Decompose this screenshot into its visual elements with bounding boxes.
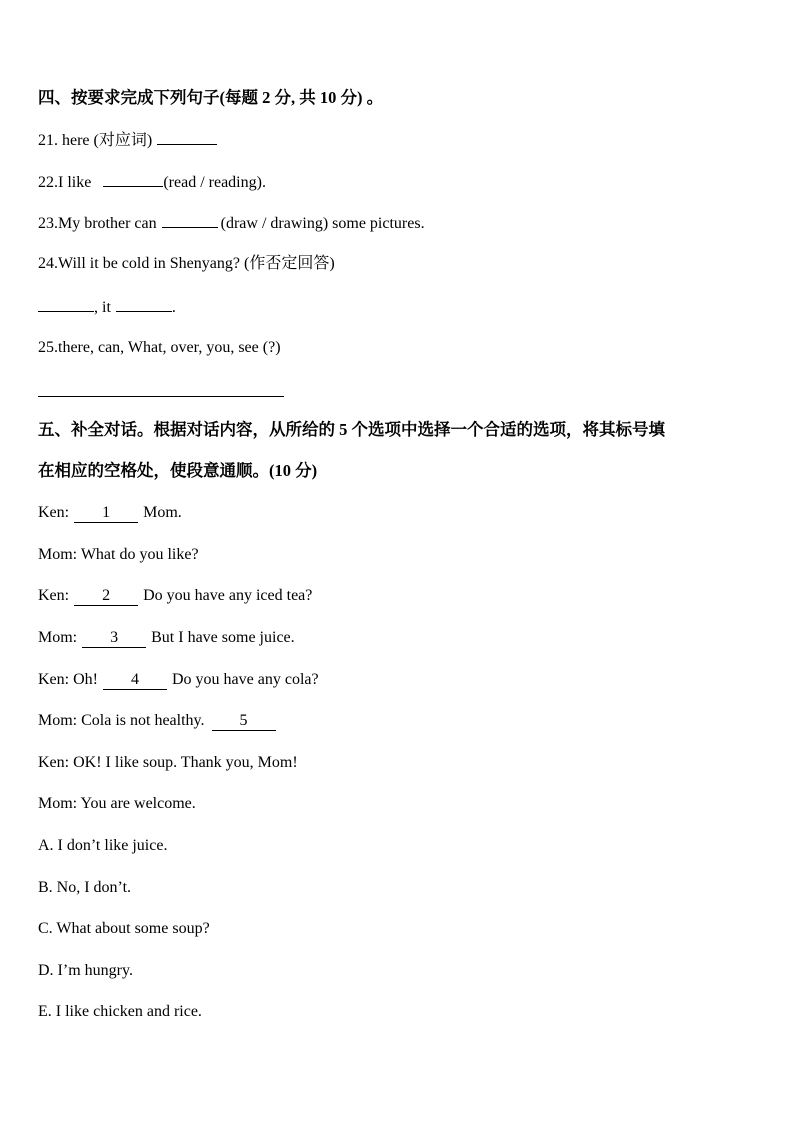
question-23 <box>38 212 425 234</box>
dialogue-text: But I have some juice. <box>151 629 295 646</box>
option-c: C. What about some soup? <box>38 920 210 937</box>
dialogue-line-3 <box>38 586 312 606</box>
question-24-end: . <box>171 299 176 316</box>
answer-line-25[interactable] <box>38 396 284 397</box>
option-a: A. I don’t like juice. <box>38 837 168 854</box>
answer-blank-21[interactable] <box>157 129 217 145</box>
question-21 <box>38 129 217 151</box>
section5-title-line1: 五、补全对话。根据对话内容，从所给的 5 个选项中选择一个合适的选项，将其标号填 <box>38 420 665 439</box>
dialogue-line-1 <box>38 503 182 523</box>
question-22 <box>38 171 266 193</box>
dialogue-speaker: Ken: <box>38 504 70 521</box>
dialogue-line-8: Mom: You are welcome. <box>38 795 196 812</box>
dialogue-blank-2[interactable]: 2 <box>74 587 138 606</box>
question-24-answer <box>38 296 176 318</box>
dialogue-speaker: Mom: <box>38 629 78 646</box>
dialogue-speaker: Mom: Cola is not healthy. <box>38 712 205 729</box>
question-21-text: 21. here (对应词) <box>38 132 153 149</box>
answer-blank-22[interactable] <box>103 171 163 187</box>
question-23-pre: 23.My brother can <box>38 215 157 232</box>
dialogue-blank-5[interactable]: 5 <box>212 712 276 731</box>
dialogue-line-2: Mom: What do you like? <box>38 546 199 563</box>
question-24: 24.Will it be cold in Shenyang? (作否定回答) <box>38 255 335 272</box>
question-23-post: (draw / drawing) some pictures. <box>220 215 425 232</box>
dialogue-blank-1[interactable]: 1 <box>74 504 138 523</box>
dialogue-line-5 <box>38 670 319 690</box>
answer-blank-24a[interactable] <box>38 296 94 312</box>
question-24-mid: , it <box>94 299 111 316</box>
dialogue-text: Do you have any cola? <box>171 671 319 688</box>
dialogue-speaker: Ken: <box>38 587 70 604</box>
dialogue-text: Mom. <box>143 504 182 521</box>
dialogue-text: Do you have any iced tea? <box>143 587 313 604</box>
dialogue-line-7: Ken: OK! I like soup. Thank you, Mom! <box>38 754 298 771</box>
dialogue-speaker: Ken: Oh! <box>38 671 98 688</box>
option-d: D. I’m hungry. <box>38 962 133 979</box>
dialogue-blank-4[interactable]: 4 <box>103 671 167 690</box>
option-b: B. No, I don’t. <box>38 879 132 896</box>
dialogue-line-6 <box>38 711 276 731</box>
question-22-post: (read / reading). <box>163 174 266 191</box>
question-25: 25.there, can, What, over, you, see (?) <box>38 339 281 356</box>
answer-blank-24b[interactable] <box>116 296 172 312</box>
option-e: E. I like chicken and rice. <box>38 1003 202 1020</box>
answer-blank-23[interactable] <box>162 212 218 228</box>
section4-title: 四、按要求完成下列句子(每题 2 分, 共 10 分) 。 <box>38 88 384 107</box>
dialogue-blank-3[interactable]: 3 <box>82 629 146 648</box>
question-22-pre: 22.I like <box>38 174 92 191</box>
dialogue-line-4 <box>38 628 295 648</box>
section5-title-line2: 在相应的空格处，使段意通顺。(10 分) <box>38 461 318 480</box>
